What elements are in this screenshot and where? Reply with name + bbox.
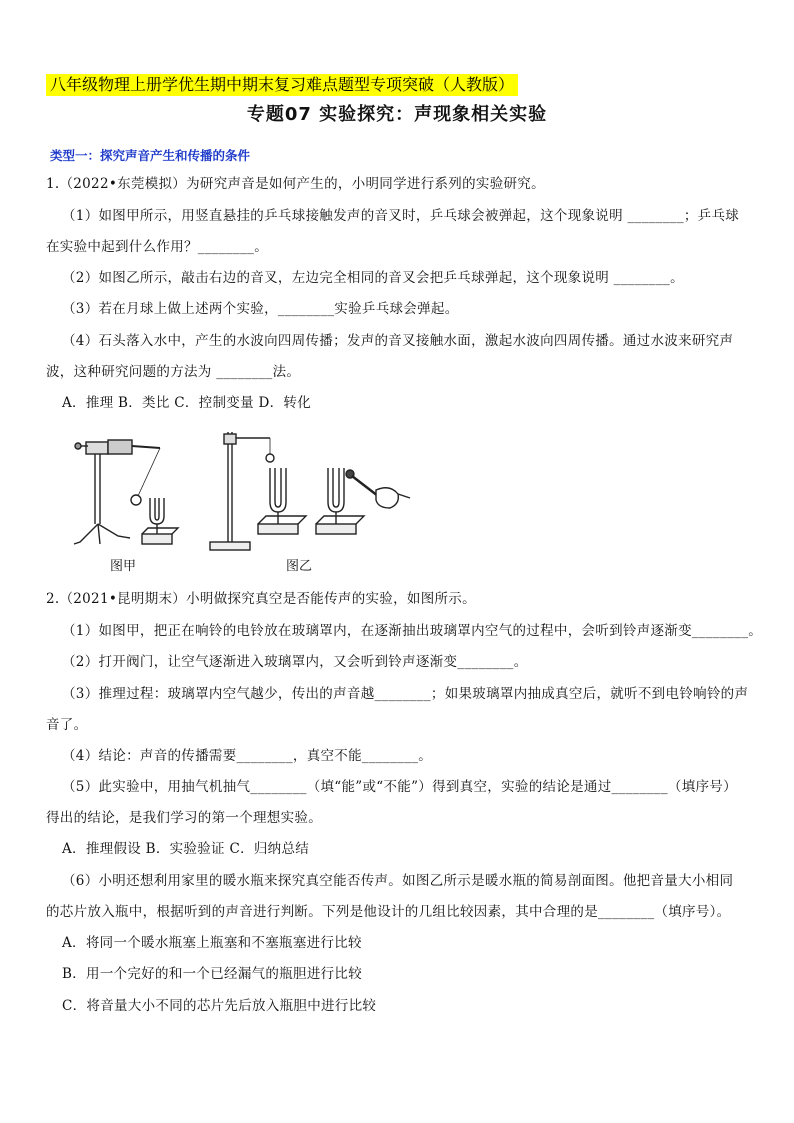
q2-part2: （2）打开阀门，让空气逐渐进入玻璃罩内，又会听到铃声逐渐变________。 xyxy=(62,654,528,670)
q1-part4b: 波，这种研究问题的方法为 ________法。 xyxy=(46,364,301,380)
section-heading: 类型一：探究声音产生和传播的条件 xyxy=(50,148,251,163)
q1-part2: （2）如图乙所示，敲击右边的音叉，左边完全相同的音叉会把乒乓球弹起，这个现象说明 ________。 xyxy=(62,270,684,286)
header-banner: 八年级物理上册学优生期中期末复习难点题型专项突破（人教版） xyxy=(46,74,518,96)
q1-stem: 1.（2022•东莞模拟）为研究声音是如何产生的，小明同学进行系列的实验研究。 xyxy=(46,176,545,192)
q1-part3: （3）若在月球上做上述两个实验，________实验乒乓球会弹起。 xyxy=(62,301,459,317)
page-title: 专题07 实验探究：声现象相关实验 xyxy=(246,104,548,125)
figure-b-drawing xyxy=(210,432,410,550)
q2-part5a: （5）此实验中，用抽气机抽气________（填“能”或“不能”）得到真空，实验的结论是通过________（填序号） xyxy=(62,779,737,795)
q2-part4: （4）结论：声音的传播需要________，真空不能________。 xyxy=(62,748,433,764)
q2-part6a: （6）小明还想利用家里的暖水瓶来探究真空能否传声。如图乙所示是暖水瓶的简易剖面图。他把音量大小相同 xyxy=(62,873,734,889)
q2-option-c: C．将音量大小不同的芯片先后放入瓶胆中进行比较 xyxy=(62,998,377,1014)
q1-part4a: （4）石头落入水中，产生的水波向四周传播；发声的音叉接触水面，激起水波向四周传播。通过水波来研究声 xyxy=(62,333,734,349)
q2-part5b: 得出的结论，是我们学习的第一个理想实验。 xyxy=(46,810,322,826)
q2-options5: A．推理假设 B．实验验证 C．归纳总结 xyxy=(62,841,310,857)
q2-part3a: （3）推理过程：玻璃罩内空气越少，传出的声音越________；如果玻璃罩内抽成真空后，就听不到电铃响铃的声 xyxy=(62,686,749,702)
q1-part1b: 在实验中起到什么作用？________。 xyxy=(46,239,268,255)
fig-a-label: 图甲 xyxy=(110,559,137,574)
figure-a-drawing xyxy=(74,440,178,544)
q2-part1: （1）如图甲，把正在响铃的电铃放在玻璃罩内，在逐渐抽出玻璃罩内空气的过程中，会听到铃声逐渐变________。 xyxy=(62,623,763,639)
tuning-fork-figures xyxy=(60,424,420,584)
q1-part1a: （1）如图甲所示，用竖直悬挂的乒乓球接触发声的音叉时，乒乓球会被弹起，这个现象说明 ________；乒乓球 xyxy=(62,208,740,224)
q2-part6b: 的芯片放入瓶中，根据听到的声音进行判断。下列是他设计的几组比较因素，其中合理的是________（填序号）。 xyxy=(46,904,731,920)
q2-part3b: 音了。 xyxy=(46,717,88,733)
fig-b-label: 图乙 xyxy=(286,559,313,574)
q1-options: A．推理 B．类比 C．控制变量 D．转化 xyxy=(62,395,311,411)
q2-stem: 2.（2021•昆明期末）小明做探究真空是否能传声的实验，如图所示。 xyxy=(46,591,476,607)
q2-option-b: B．用一个完好的和一个已经漏气的瓶胆进行比较 xyxy=(62,966,363,982)
q2-option-a: A．将同一个暖水瓶塞上瓶塞和不塞瓶塞进行比较 xyxy=(62,935,362,951)
q1-figures xyxy=(60,424,420,584)
